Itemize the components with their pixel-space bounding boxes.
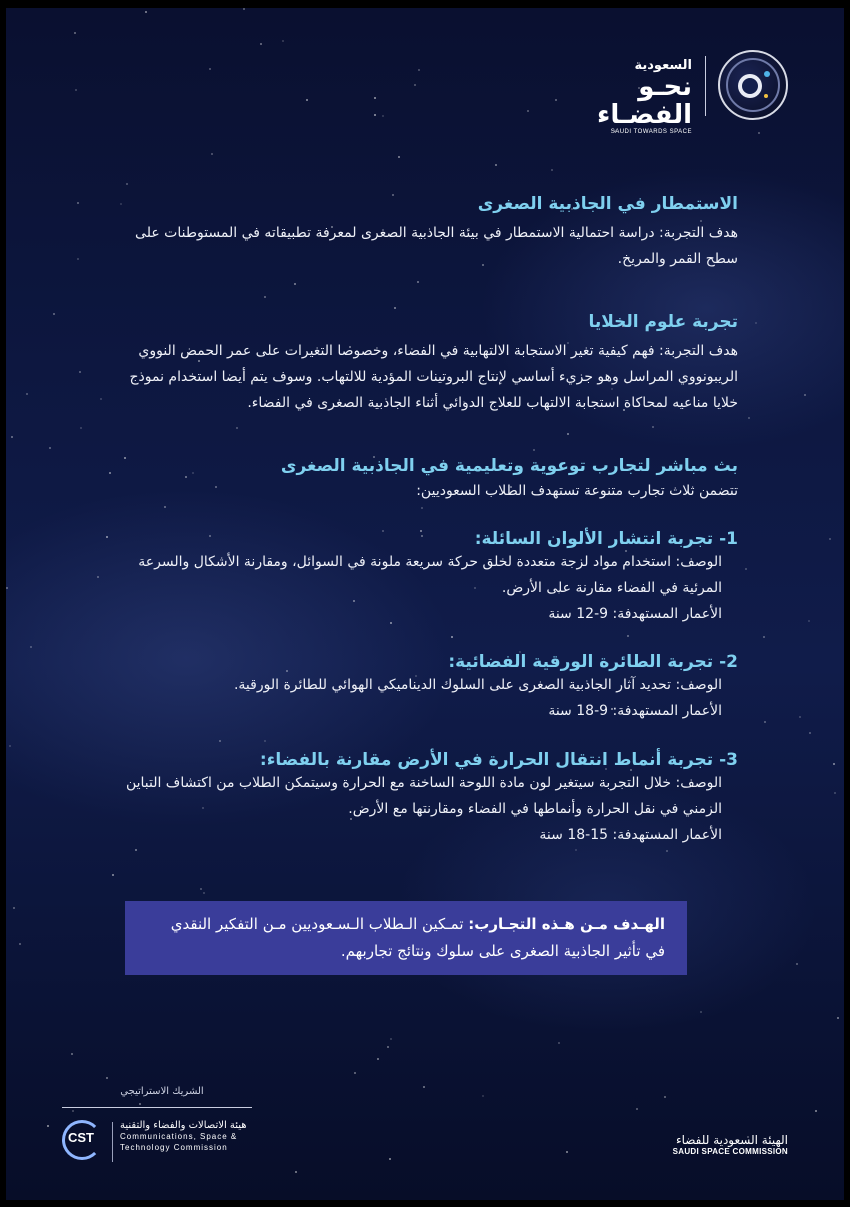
section-text: هدف التجربة: فهم كيفية تغير الاستجابة الالتهابية في الفضاء، وخصوصا التغيرات على عمر الحمض النووي الريبونووي المراسل وهو جزيء أساسي لإنتاج البروتينات المؤدية للالتهاب. وسوف يتم أيضا استخدام نموذج خلايا مناعيه لمحاكاة استجابة الالتهاب للعلاج الدوائي أثناء الجاذبية الصغرى في الفضاء. [129,343,738,411]
section-title: تجربة علوم الخلايا [588,312,738,332]
star [495,164,497,166]
star [126,183,128,185]
star [377,1058,379,1060]
star [745,568,747,570]
star [837,1017,839,1019]
star [451,636,453,638]
star [200,888,202,890]
star [809,732,811,734]
star [124,457,126,459]
star [49,447,51,449]
partner-label: الشريك الاستراتيجي [120,1086,204,1097]
section-precipitation [110,194,738,272]
goal-title: الهـدف مـن هـذه التجـارب: [468,915,665,933]
star [664,1096,666,1098]
star [796,963,798,965]
star [97,576,99,578]
star [815,1110,817,1112]
star [109,472,111,474]
header-logo [548,48,788,135]
star [77,258,79,260]
star [389,1158,391,1160]
star [112,874,114,876]
star [575,849,577,851]
star [6,587,8,589]
cst-name-en-2: Technology Commission [120,1143,228,1152]
star [100,398,102,400]
star [755,322,757,324]
star [264,296,266,298]
section-text: هدف التجربة: دراسة احتمالية الاستمطار في بيئة الجاذبية الصغرى لمعرفة تطبيقاته في المستوطنات على سطح القمر والمريخ. [135,225,738,267]
experiment-2 [234,652,738,724]
brand-small-text: السعودية [634,58,692,73]
star [13,907,15,909]
star [799,716,801,718]
star [243,8,245,10]
section-title: بث مباشر لتجارب توعوية وتعليمية في الجاذبية الصغرى [280,456,738,476]
document-page [6,8,844,1200]
header-divider [705,56,706,116]
section-cells [110,312,738,416]
star [567,433,569,435]
ssc-name-ar: الهيئة السعودية للفضاء [675,1133,788,1147]
star [764,721,766,723]
star [808,620,810,622]
star [834,792,836,794]
experiment-ages: الأعمار المستهدفة: 9-18 سنة [548,703,722,719]
star [763,636,765,638]
star [106,1077,108,1079]
star [417,281,419,283]
goal-box [125,901,687,975]
star [627,635,629,637]
star [282,40,284,42]
star [19,943,21,945]
partner-divider [62,1107,252,1108]
brand-en-text: SAUDI TOWARDS SPACE [610,129,692,135]
cst-name-ar: هيئة الاتصالات والفضاء والتقنية [120,1120,247,1131]
star [264,740,266,742]
star [185,476,187,478]
cst-name-en-1: Communications, Space & [120,1132,238,1141]
star [374,114,376,116]
star [354,1072,356,1074]
cst-divider [112,1122,113,1162]
star [236,427,238,429]
star [145,11,147,13]
star [748,417,750,419]
star [211,153,213,155]
star [77,202,79,204]
ssc-logo [673,1133,788,1156]
star [26,393,28,395]
star [423,1086,425,1088]
star [382,115,384,117]
star [219,740,221,742]
experiment-3 [110,750,738,848]
star [804,394,806,396]
star [306,99,308,101]
star [421,507,423,509]
star [80,427,82,429]
star [9,745,11,747]
experiment-title: 3- تجربة أنماط انتقال الحرارة في الأرض مقارنة بالفضاء: [259,750,738,770]
star [71,1053,73,1055]
star [666,850,668,852]
star [47,1125,49,1127]
star [75,89,77,91]
star [527,110,529,112]
star [558,1042,560,1044]
star [74,32,76,34]
star [390,1038,392,1040]
experiment-desc: الوصف: خلال التجربة سيتغير لون مادة اللوحة الساخنة مع الحرارة وسيتمكن الطلاب من اكتشاف التباين الزمني في نقل الحرارة وأنماطها في الفضاء ومقارنتها مع الأرض. [125,775,722,817]
star [482,1095,484,1097]
star [398,156,400,158]
star [833,763,835,765]
star [533,449,535,451]
star [758,132,760,134]
brand-wordmark [548,58,692,135]
star [53,313,55,315]
experiment-title: 2- تجربة الطائرة الورقية الفضائية: [448,652,738,672]
star [215,486,217,488]
star [387,1046,389,1048]
star [418,69,420,71]
ssc-name-en: SAUDI SPACE COMMISSION [672,1147,788,1156]
star [11,436,13,438]
star [79,371,81,373]
experiment-desc: الوصف: استخدام مواد لزجة متعددة لخلق حركة سريعة ملونة في السوائل، ومقارنة الأشكال والسرعة المرئية في الفضاء مقارنة على الأرض. [138,554,722,596]
star [203,892,205,894]
experiment-ages: الأعمار المستهدفة: 15-18 سنة [539,827,722,843]
star [209,68,211,70]
star [700,1011,702,1013]
star [394,307,396,309]
mission-emblem-icon [718,50,788,120]
star [636,1108,638,1110]
strategic-partner [62,1086,262,1152]
star [652,426,654,428]
experiment-desc: الوصف: تحديد آثار الجاذبية الصغرى على السلوك الديناميكي الهوائي للطائرة الورقية. [233,677,722,693]
section-broadcast [281,456,738,504]
star [374,97,376,99]
goal-text: تمـكين الـطلاب الـسـعوديين مـن التفكير النقدي في تأثير الجاذبية الصغرى على سلوك ونتائج تجاربهم. [170,915,665,960]
star [294,283,296,285]
star [829,538,831,540]
cst-names [120,1120,247,1153]
star [192,472,194,474]
star [295,1171,297,1173]
cst-abbr: CST [68,1130,94,1145]
star [30,646,32,648]
section-title: الاستمطار في الجاذبية الصغرى [477,194,738,214]
star [260,43,262,45]
experiment-title: 1- تجربة انتشار الألوان السائلة: [474,529,738,549]
star [135,849,137,851]
star [164,506,166,508]
brand-big-text: نحـو الفضـاء [597,72,692,130]
experiment-1 [110,529,738,627]
star [414,84,416,86]
star [106,536,108,538]
star [566,1151,568,1153]
star [551,169,553,171]
experiment-ages: الأعمار المستهدفة: 9-12 سنة [548,606,722,622]
section-text: تتضمن ثلاث تجارب متنوعة تستهدف الطلاب السعوديين: [416,483,738,499]
